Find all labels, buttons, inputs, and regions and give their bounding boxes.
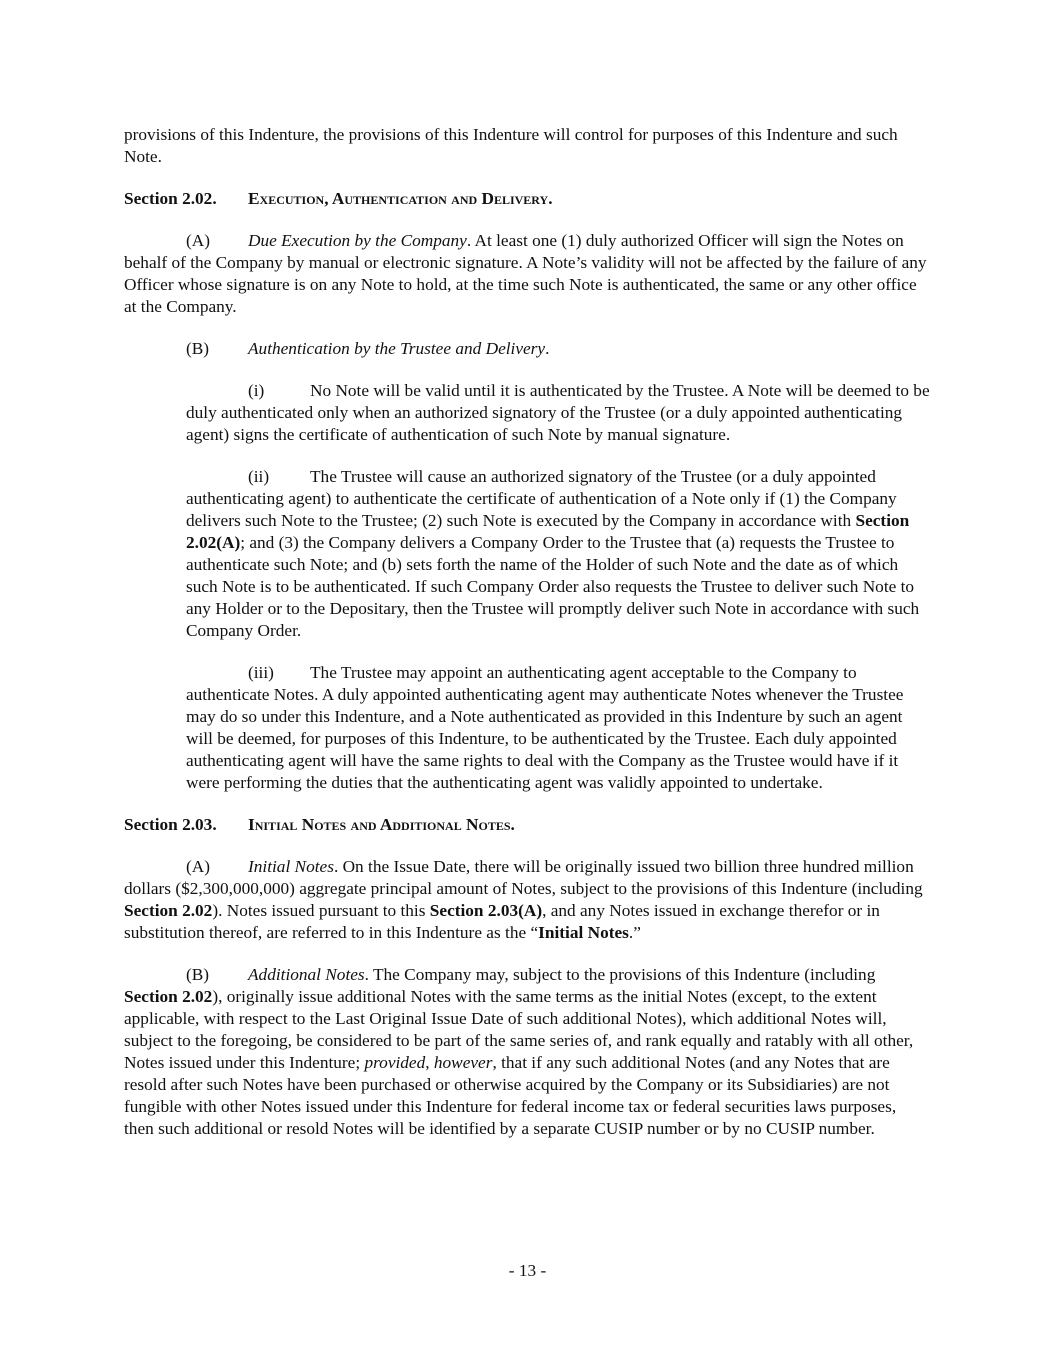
subsection-label: (B) (186, 339, 210, 358)
subsection-heading: Authentication by the Trustee and Delivery (248, 339, 546, 358)
section-number: Section 2.02. (124, 189, 217, 208)
emphasis-text: however (433, 1053, 493, 1072)
section-reference: Section 2.03(A) (429, 901, 543, 920)
paragraph-text: The Trustee will cause an authorized signatory of the Trustee (or a duly appointed authenticating agent) to authenticate the certificate of authentication of a Note only if (1) the Company delivers such Note to the Trustee; (2) such Note is executed by the Company in accordance with (186, 467, 897, 530)
paragraph-text: ; and (3) the Company delivers a Company Order to the Trustee that (a) requests the Trustee to authenticate such Note; and (b) sets forth the name of the Holder of such Note and the date as of which such Note is to be authenticated. If such Company Order also requests the Trustee to deliver such Note to any Holder or to the Depositary, then the Trustee will promptly deliver such Note in accordance with such Company Order. (186, 533, 920, 640)
subsection-b-paragraph (124, 338, 930, 360)
subsection-label: (A) (186, 231, 210, 250)
subsection-label: (B) (186, 965, 210, 984)
page-number: - 13 - (508, 1261, 547, 1280)
section-number: Section 2.03. (124, 815, 217, 834)
section-2-02-heading (124, 188, 930, 210)
paragraph-text: , and any Notes issued in exchange therefor or in substitution thereof, are referred to in this Indenture as the “ (124, 901, 880, 942)
opening-paragraph: provisions of this Indenture, the provisions of this Indenture will control for purposes of this Indenture and such Note. (124, 125, 898, 166)
subsection-a-paragraph (124, 230, 930, 318)
section-2-03-heading (124, 814, 930, 836)
section-reference: Section 2.02 (124, 901, 213, 920)
clause-label: (ii) (248, 467, 270, 486)
paragraph-text: . On the Issue Date, there will be originally issued two billion three hundred million dollars ($2,300,000,000) aggregate principal amount of Notes, subject to the provisions of this Indenture (including (124, 857, 923, 898)
section-reference: Section 2.02(A) (186, 511, 910, 552)
clause-i-paragraph (186, 380, 930, 446)
section-reference: Section 2.02 (124, 987, 213, 1006)
subsection-a-paragraph (124, 856, 930, 944)
defined-term: Initial Notes (538, 923, 629, 942)
paragraph-text: . (545, 339, 550, 358)
paragraph-text: ). Notes issued pursuant to this (212, 901, 430, 920)
clause-label: (i) (248, 381, 265, 400)
section-title: Initial Notes and Additional Notes. (248, 815, 515, 834)
document-page (124, 124, 930, 1160)
paragraph-text: No Note will be valid until it is authenticated by the Trustee. A Note will be deemed to be duly authenticated only when an authorized signatory of the Trustee (or a duly appointed authenticating agent) signs the certificate of authentication of such Note by manual signature. (186, 381, 930, 444)
subsection-label: (A) (186, 857, 210, 876)
emphasis-text: provided (364, 1053, 426, 1072)
clause-ii-paragraph (186, 466, 930, 642)
paragraph-text: .” (628, 923, 641, 942)
clause-label: (iii) (248, 663, 274, 682)
paragraph-text: , (425, 1053, 434, 1072)
subsection-heading: Additional Notes (248, 965, 365, 984)
section-title: Execution, Authentication and Delivery. (248, 189, 553, 208)
subsection-heading: Initial Notes (248, 857, 334, 876)
subsection-heading: Due Execution by the Company (248, 231, 467, 250)
paragraph-text: ), originally issue additional Notes with the same terms as the initial Notes (except, to the extent applicable, with respect to the Last Original Issue Date of such additional Notes), which additional Notes will, subject to the foregoing, be considered to be part of the same series of, and rank equally and ratably with all other, Notes issued under this Indenture; (124, 987, 914, 1072)
paragraph-text: . At least one (1) duly authorized Officer will sign the Notes on behalf of the Company by manual or electronic signature. A Note’s validity will not be affected by the failure of any Officer whose signature is on any Note to hold, at the time such Note is authenticated, the same or any other office at the Company. (124, 231, 927, 316)
paragraph-text: . The Company may, subject to the provisions of this Indenture (including (364, 965, 876, 984)
paragraph-text: The Trustee may appoint an authenticating agent acceptable to the Company to authenticate Notes. A duly appointed authenticating agent may authenticate Notes whenever the Trustee may do so under this Indenture, and a Note authenticated as provided in this Indenture by such an agent will be deemed, for purposes of this Indenture, to be authenticated by the Trustee. Each duly appointed authenticating agent will have the same rights to deal with the Company as the Trustee would have if it were performing the duties that the authenticating agent was validly appointed to undertake. (186, 663, 904, 792)
clause-iii-paragraph (186, 662, 930, 794)
paragraph-text: , that if any such additional Notes (and any Notes that are resold after such Notes have been purchased or otherwise acquired by the Company or its Subsidiaries) are not fungible with other Notes issued under this Indenture for federal income tax or federal securities laws purposes, then such additional or resold Notes will be identified by a separate CUSIP number or by no CUSIP number. (124, 1053, 897, 1138)
subsection-b-paragraph (124, 964, 930, 1140)
